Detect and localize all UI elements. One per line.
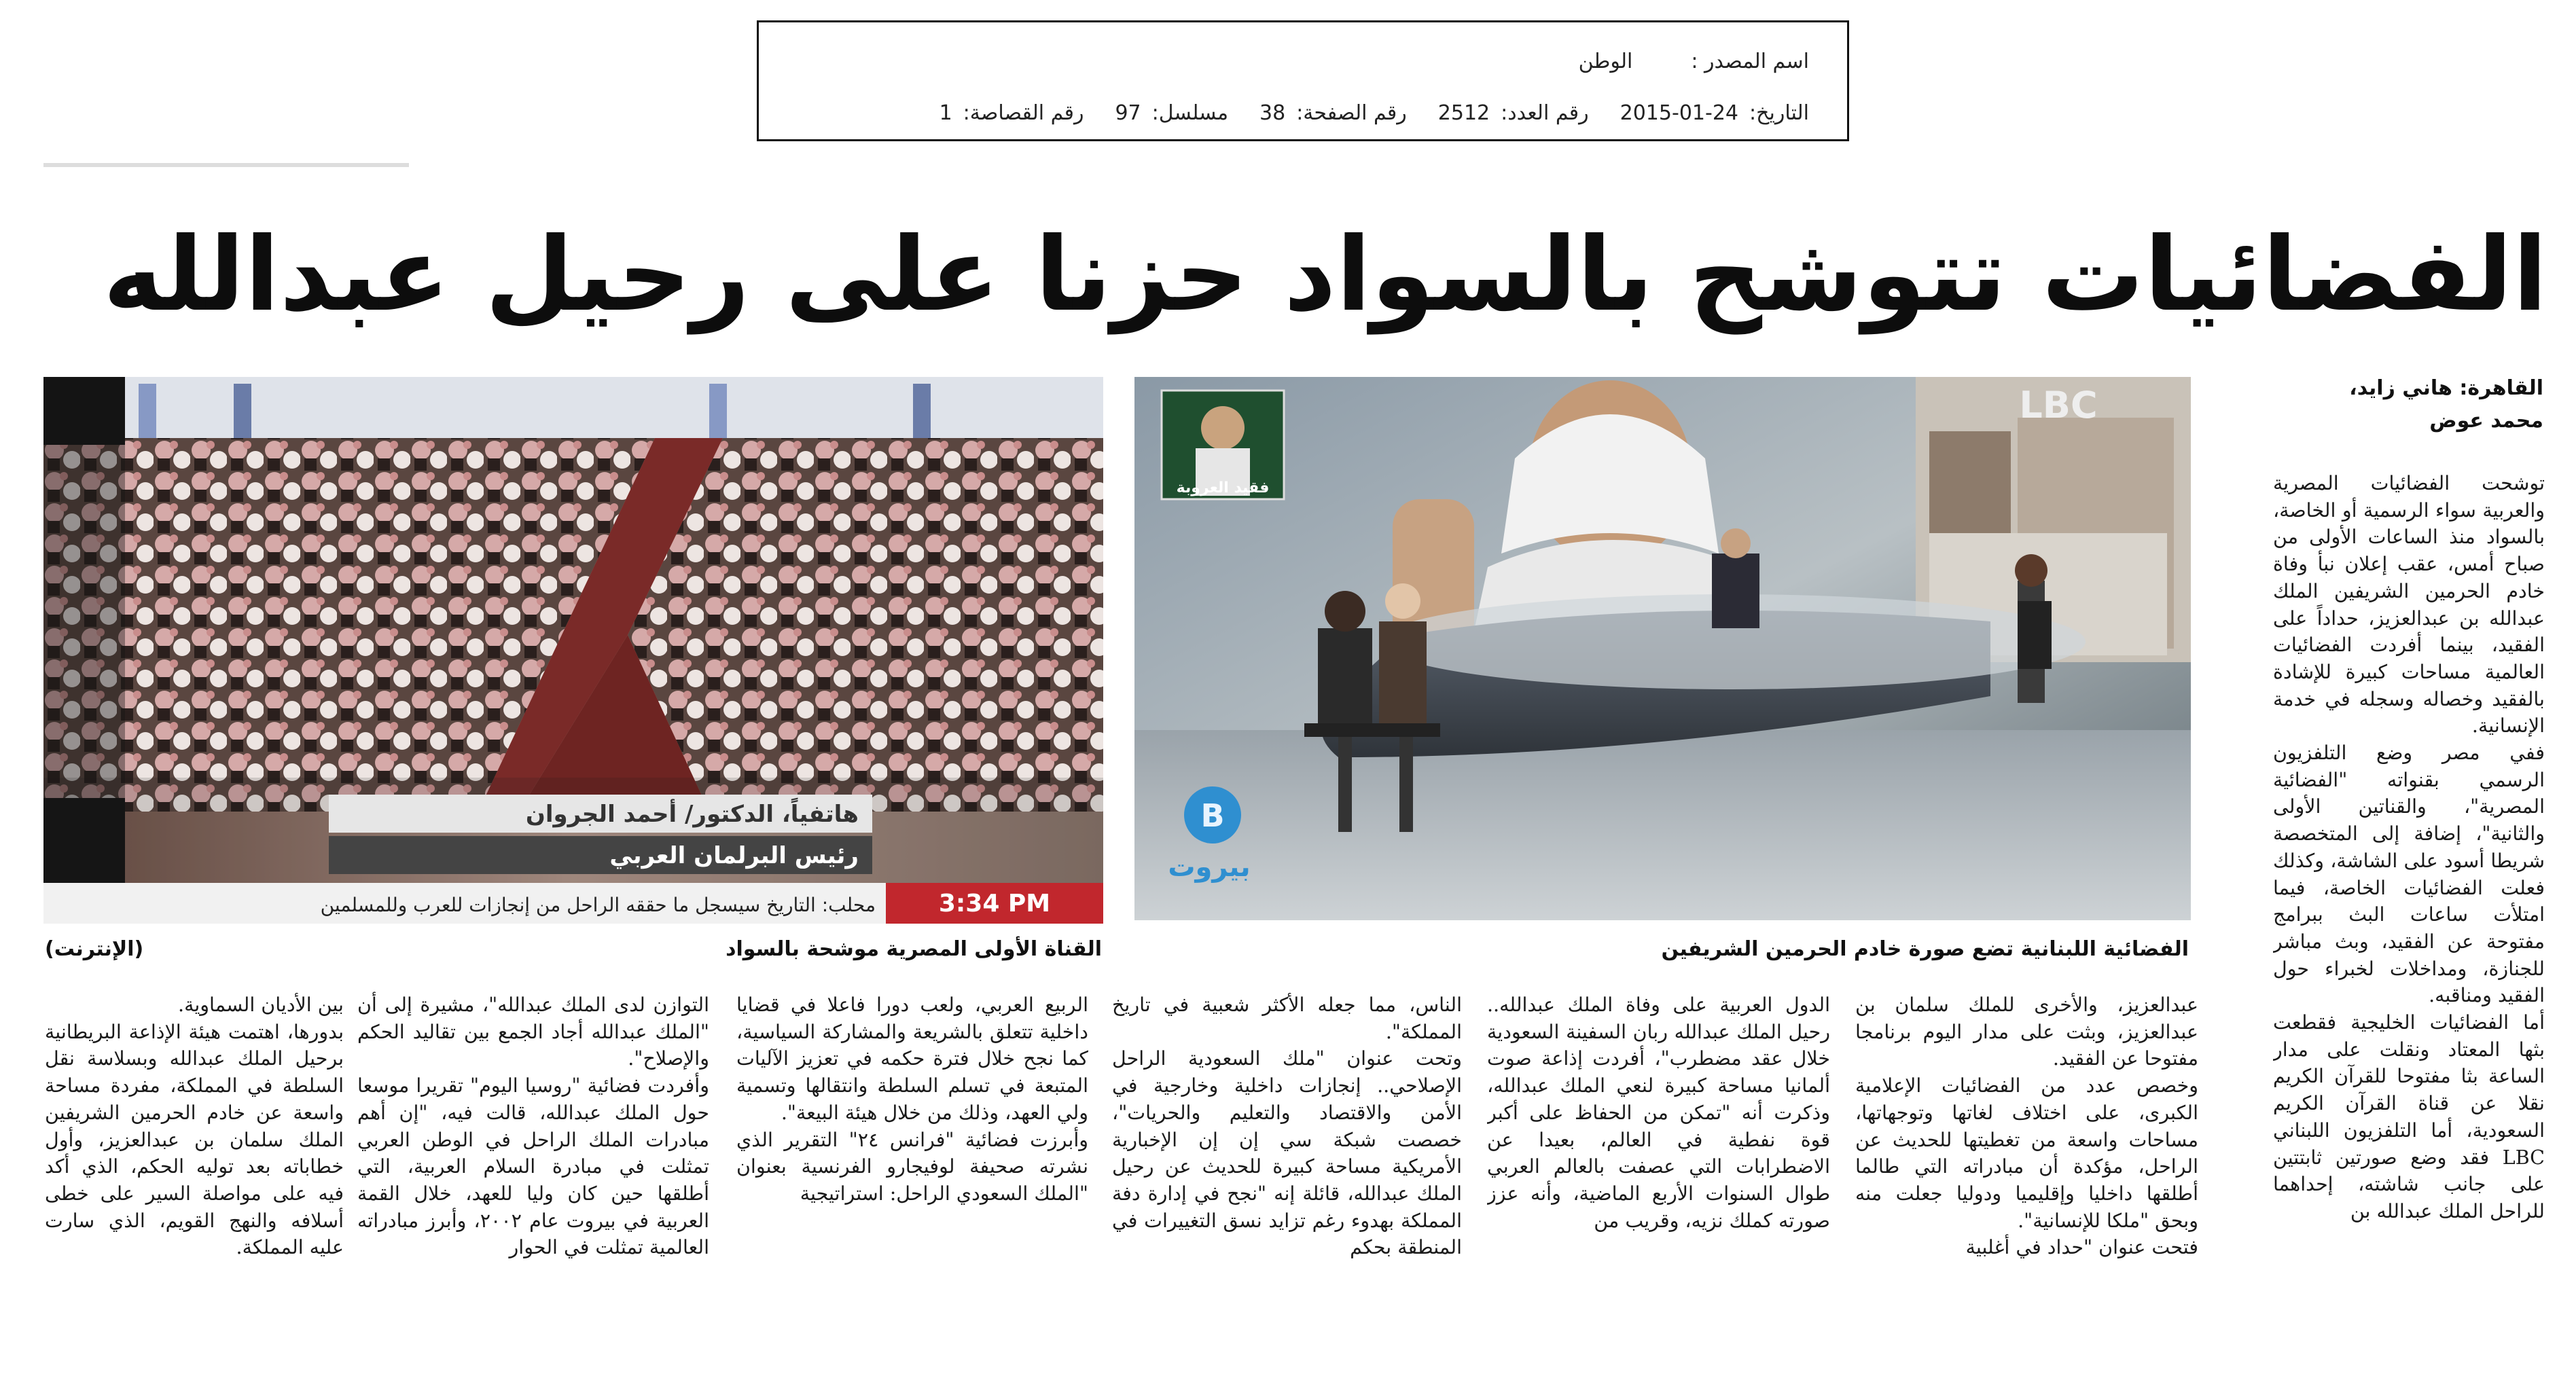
article-column-right: توشحت الفضائيات المصرية والعربية سواء الرسمية أو الخاصة، بالسواد منذ الساعات الأولى من صباح أمس، عقب إعلان نبأ وفاة خادم الحرمين الشريفين الملك عبدالله بن عبدالعزيز، حداداً على الفقيد، بينما أفردت الفضائيات العالمية مساحات كبيرة للإشادة بالفقيد وخصاله وسجله في خدمة الإنسانية. ففي مصر وضع التلفزيون الرسمي بقنواته "الفضائية المصرية"، والقناتين الأولى والثانية"، إضافة إلى المتخصصة شريطا أسود على الشاشة، وكذلك فعلت الفضائيات الخاصة، فيما امتلأت ساعات البث ببرامج مفتوحة عن الفقيد، وبث مباشر للجنازة، ومداخلات لخبراء حول الفقيد ومناقبه. أما الفضائيات الخليجية فقطعت بثها المعتاد ونقلت على مدار الساعة بثا مفتوحا للقرآن الكريم نقلا عن قناة القرآن الكريم السعودية، أما التلفزيون اللبناني LBC فقد وضع صورتين ثابتتين على جانب شاشته، إحداهما للراحل الملك عبدالله بن bbox=[2273, 472, 2545, 1222]
inset-label: فقيد العروبة bbox=[1176, 479, 1270, 496]
caller-line: هاتفياً، الدكتور/ أحمد الجروان bbox=[525, 801, 859, 828]
serial-value: 97 bbox=[1115, 101, 1141, 125]
article-column-3: الناس، مما جعله الأكثر شعبية في تاريخ المملكة". وتحت عنوان "ملك السعودية الراحل الإصلاحي.. إنجازات داخلية وخارجية في الأمن والاقتصاد والتعليم والحريات"، خصصت شبكة سي إن إن الإخبارية الأمريكية مساحة كبيرة للحديث عن رحيل الملك عبدالله، قائلة إنه "نجح في إدارة دفة المملكة بهدوء رغم تزايد نسق التغييرات في المنطقة بحكم bbox=[1112, 994, 1462, 1259]
source-row bbox=[1579, 50, 1809, 73]
article-column-4: الربيع العربي، ولعب دورا فاعلا في قضايا داخلية تتعلق بالشريعة والمشاركة السياسية، كما نجح خلال فترة حكمه في تعزيز الآليات المتبعة في تسلم السلطة وانتقالها وتسمية ولي العهد، وذلك من خلال هيئة البيعة". وأبرزت فضائية "فرانس ٢٤" التقرير الذي نشرته صحيفة لوفيجارو الفرنسية بعنوان "الملك السعودي الراحل: استراتيجية bbox=[736, 994, 1088, 1205]
caption-right-photo: الفضائية اللبنانية تضع صورة خادم الحرمين الشريفين bbox=[1661, 937, 2189, 961]
article-column-6: بين الأديان السماوية. بدورها، اهتمت هيئة الإذاعة البريطانية برحيل الملك عبدالله وبسلاسة نقل السلطة في المملكة، مفردة مساحة واسعة عن خادم الحرمين الشريفين الملك سلمان بن عبدالعزيز، وأول خطاباته بعد توليه الحكم، الذي أكد فيه على مواصلة السير على خطى أسلافه والنهج القويم، الذي سارت عليه المملكة. bbox=[45, 994, 344, 1259]
byline-line-1: القاهرة: هاني زايد، bbox=[2349, 376, 2543, 400]
divider-rule bbox=[43, 163, 409, 167]
source-label: اسم المصدر : bbox=[1691, 50, 1809, 73]
channel-badge-icon: B bbox=[1200, 797, 1225, 834]
photo-egyptian-channel bbox=[43, 377, 1103, 924]
page-label: رقم الصفحة: bbox=[1296, 101, 1407, 125]
issue-details-row bbox=[940, 101, 1809, 125]
serial-label: مسلسل: bbox=[1151, 101, 1229, 125]
issue-value: 2512 bbox=[1437, 101, 1490, 125]
article-headline: الفضائيات تتوشح بالسواد حزنا على رحيل عبدالله bbox=[103, 216, 2547, 334]
channel-badge-label: بيروت bbox=[1168, 852, 1251, 883]
date-label: التاريخ: bbox=[1749, 101, 1809, 125]
article-column-5: التوازن لدى الملك عبدالله"، مشيرة إلى أن "الملك عبدالله أجاد الجمع بين تقاليد الحكم والإصلاح". وأفردت فضائية "روسيا اليوم" تقريرا موسعا حول الملك عبدالله، قالت فيه، "إن أهم مبادرات الملك الراحل في الوطن العربي تمثلت في مبادرة السلام العربية، التي أطلقها حين كان وليا للعهد، خلال القمة العربية في بيروت عام ٢٠٠٢، وأبرز مبادراته العالمية تمثلت في الحوار bbox=[357, 994, 709, 1259]
article-column-2: الدول العربية على وفاة الملك عبدالله.. رحيل الملك عبدالله ربان السفينة السعودية خلال عقد مضطرب"، أفردت إذاعة صوت ألمانيا مساحة كبيرة لنعي الملك عبدالله، وذكرت أنه "تمكن من الحفاظ على أكبر قوة نفطية في العالم، بعيدا عن الاضطرابات التي عصفت بالعالم العربي طوال السنوات الأربع الماضية، وأنه عزز صورته كملك نزيه، وقريب من bbox=[1487, 994, 1830, 1232]
news-ticker: محلب: التاريخ سيسجل ما حققه الراحل من إنجازات للعرب وللمسلمين bbox=[320, 894, 876, 916]
article-column-1: عبدالعزيز، والأخرى للملك سلمان بن عبدالعزيز، وبثت على مدار اليوم برنامجا مفتوحا عن الفقيد. وخصص عدد من الفضائيات الإعلامية الكبرى، على اختلاف لغاتها وتوجهاتها، مساحات واسعة من تغطيتها للحديث عن الراحل، مؤكدة أن مبادراته التي طالما أطلقها داخليا وإقليميا ودوليا جعلت منه وبحق "ملكا للإنسانية". فتحت عنوان "حداد في أغلبية bbox=[1855, 994, 2198, 1259]
broadcast-time: 3:34 PM bbox=[938, 890, 1051, 918]
lbc-studio-illustration bbox=[1134, 377, 2191, 920]
photo-lbc-studio bbox=[1134, 377, 2191, 920]
parliament-broadcast-illustration bbox=[43, 377, 1103, 924]
clip-value: 1 bbox=[939, 101, 952, 125]
date-value: 24-01-2015 bbox=[1620, 101, 1739, 125]
clip-label: رقم القصاصة: bbox=[963, 101, 1084, 125]
article-byline bbox=[2258, 372, 2543, 437]
photo-credit: (الإنترنت) bbox=[45, 937, 144, 961]
caption-left-photo: القناة الأولى المصرية موشحة بالسواد bbox=[726, 937, 1102, 961]
source-value: الوطن bbox=[1578, 50, 1633, 73]
lbc-logo: LBC bbox=[2019, 384, 2098, 427]
byline-line-2: محمد عوض bbox=[2429, 409, 2543, 433]
issue-label: رقم العدد: bbox=[1501, 101, 1589, 125]
page-value: 38 bbox=[1259, 101, 1286, 125]
source-info-box bbox=[757, 20, 1849, 141]
title-line: رئيس البرلمان العربي bbox=[609, 842, 859, 869]
